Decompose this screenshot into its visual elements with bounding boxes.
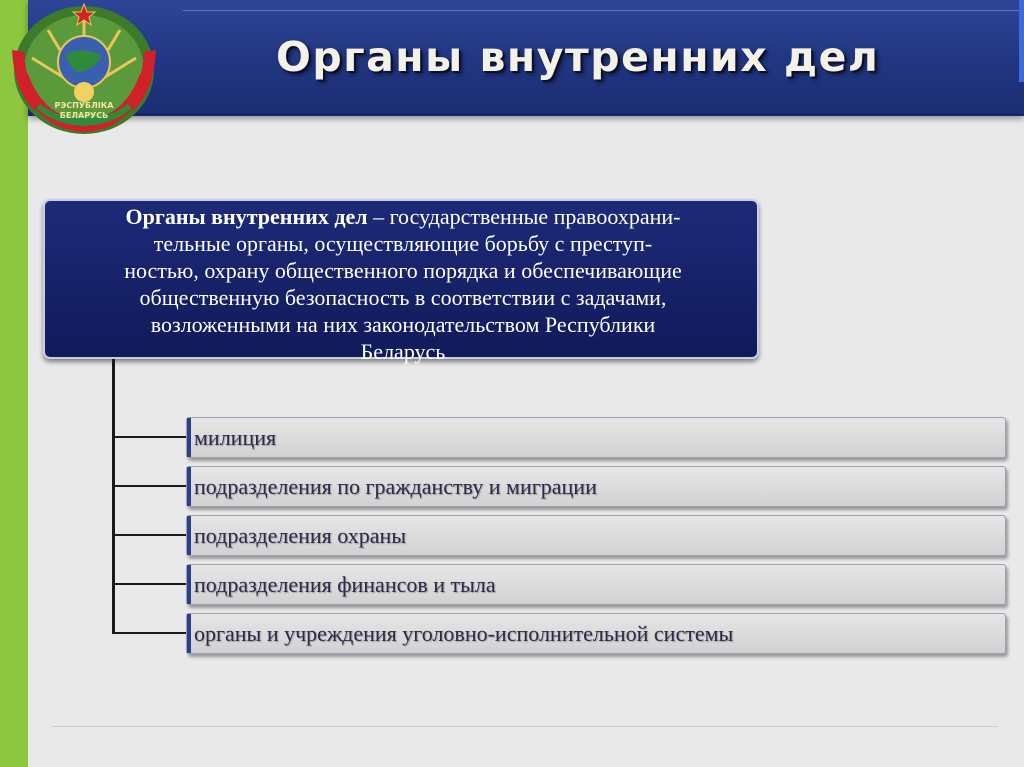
definition-line: тельные органы, осуществляющие борьбу с преступ- — [153, 231, 653, 256]
list-item-label: подразделения охраны — [194, 523, 407, 548]
definition-box — [43, 199, 759, 364]
item-accent — [187, 418, 191, 457]
definition-line: Беларусь — [360, 339, 446, 364]
list-item-militia — [186, 417, 1006, 458]
belarus-coat-of-arms-icon — [8, 0, 160, 140]
svg-text:РЭСПУБЛІКА: РЭСПУБЛІКА — [54, 101, 114, 110]
list-item-label: милиция — [194, 425, 277, 450]
list-item-penal-system — [186, 613, 1006, 654]
tree-branch — [112, 534, 188, 536]
definition-line: общественную безопасность в соответствии с задачами, — [139, 285, 667, 310]
list-item-label: подразделения финансов и тыла — [194, 572, 496, 597]
list-item-citizenship-migration — [186, 466, 1006, 507]
list-item-label: подразделения по гражданству и миграции — [194, 474, 597, 499]
definition-term: Органы внутренних дел — [125, 204, 368, 229]
header-bar — [28, 0, 1024, 116]
page-title: Органы внутренних дел — [276, 33, 880, 81]
list-item-security-units — [186, 515, 1006, 556]
item-accent — [187, 516, 191, 555]
tree-branch — [112, 436, 188, 438]
tree-branch — [112, 583, 188, 585]
item-accent — [187, 467, 191, 506]
item-accent — [187, 565, 191, 604]
list-item-label: органы и учреждения уголовно-исполнительной системы — [194, 621, 734, 646]
footer-divider — [52, 726, 998, 727]
tree-connector — [112, 359, 115, 633]
tree-branch — [112, 632, 188, 634]
svg-text:БЕЛАРУСЬ: БЕЛАРУСЬ — [59, 111, 109, 120]
header-accent — [1019, 0, 1024, 82]
definition-line: ностью, охрану общественного порядка и обеспечивающие — [124, 258, 682, 283]
definition-line: возложенными на них законодательством Республики — [150, 312, 656, 337]
list-item-finance-logistics — [186, 564, 1006, 605]
definition-line: – государственные правоохрани- — [367, 204, 681, 229]
item-accent — [187, 614, 191, 653]
tree-branch — [112, 485, 188, 487]
